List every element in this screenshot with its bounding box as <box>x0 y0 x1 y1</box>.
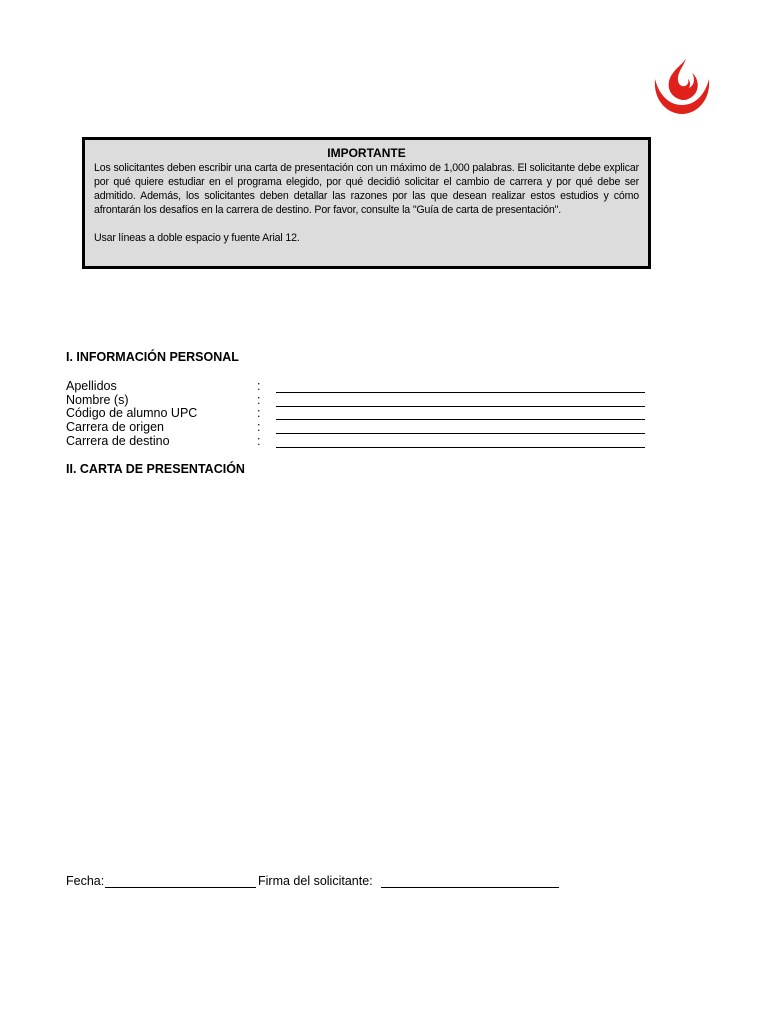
date-label: Fecha: <box>66 874 105 888</box>
notice-body-text: Los solicitantes deben escribir una carta de presentación con un máximo de 1,000 palabras. El solicitante debe explicar por qué quiere estudiar en el programa elegido, por qué decidió solicitar el cambio de carrera y por qué debe ser admitido. Además, los solicitantes deben detallar las razones por las que desean realizar estos estudios y cómo afrontarán los desafíos en la carrera de destino. Por favor, consulte la "Guía de carta de presentación". <box>94 162 639 216</box>
field-label: Código de alumno UPC <box>66 406 198 420</box>
field-label: Carrera de destino <box>66 434 170 448</box>
field-row-nombre <box>66 393 646 407</box>
field-row-carrera-origen <box>66 420 646 434</box>
logo-flame-outer <box>669 58 698 100</box>
field-colon: : <box>257 434 261 448</box>
field-row-codigo-alumno <box>66 406 646 420</box>
field-colon: : <box>257 420 261 434</box>
field-label: Apellidos <box>66 379 117 393</box>
notice-note: Usar líneas a doble espacio y fuente Arial 12. <box>94 232 300 244</box>
field-colon: : <box>257 379 261 393</box>
field-label: Nombre (s) <box>66 393 129 407</box>
signature-label: Firma del solicitante: <box>258 874 373 888</box>
signature-footer <box>66 874 586 890</box>
field-label: Carrera de origen <box>66 420 164 434</box>
personal-info-heading: I. INFORMACIÓN PERSONAL <box>66 350 239 364</box>
flame-logo-icon <box>651 57 713 115</box>
field-colon: : <box>257 393 261 407</box>
signature-input-line[interactable] <box>381 887 559 888</box>
field-row-carrera-destino <box>66 434 646 448</box>
field-row-apellidos <box>66 379 646 393</box>
date-input-line[interactable] <box>105 887 256 888</box>
field-colon: : <box>257 406 261 420</box>
important-notice-box <box>82 137 651 269</box>
carrera-destino-input-line[interactable] <box>276 447 645 448</box>
notice-body <box>94 161 639 217</box>
notice-title: IMPORTANTE <box>327 146 406 160</box>
cover-letter-heading: II. CARTA DE PRESENTACIÓN <box>66 462 245 476</box>
